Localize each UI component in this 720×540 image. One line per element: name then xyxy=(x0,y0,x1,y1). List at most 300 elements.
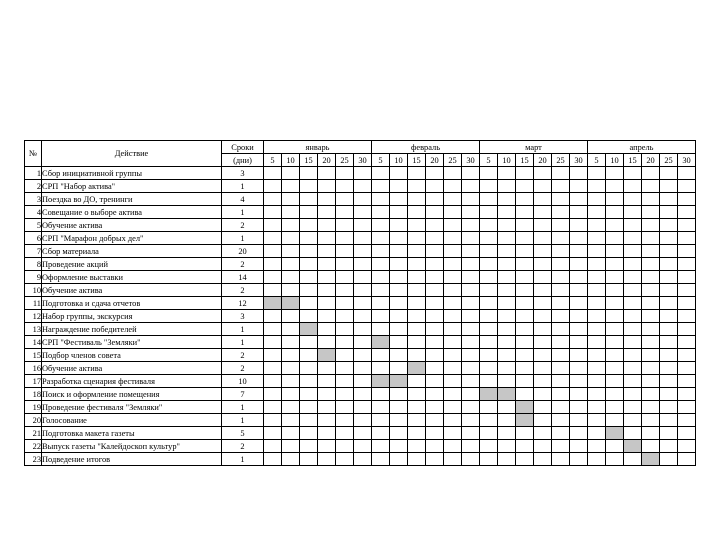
row-number: 7 xyxy=(25,245,42,258)
schedule-cell xyxy=(588,310,606,323)
schedule-cell xyxy=(444,258,462,271)
schedule-cell xyxy=(300,349,318,362)
schedule-cell xyxy=(300,401,318,414)
schedule-cell xyxy=(552,336,570,349)
schedule-cell xyxy=(408,401,426,414)
schedule-cell xyxy=(426,453,444,466)
schedule-cell xyxy=(624,193,642,206)
schedule-cell xyxy=(318,232,336,245)
schedule-cell xyxy=(678,453,696,466)
schedule-cell xyxy=(444,401,462,414)
row-action: Награждение победителей xyxy=(42,323,222,336)
row-number: 4 xyxy=(25,206,42,219)
row-duration: 5 xyxy=(222,427,264,440)
schedule-cell xyxy=(282,362,300,375)
schedule-cell xyxy=(408,453,426,466)
row-number: 8 xyxy=(25,258,42,271)
schedule-cell xyxy=(354,336,372,349)
schedule-cell xyxy=(534,323,552,336)
schedule-cell xyxy=(426,245,444,258)
schedule-cell xyxy=(444,310,462,323)
schedule-cell xyxy=(480,180,498,193)
schedule-cell xyxy=(552,297,570,310)
schedule-cell xyxy=(642,349,660,362)
schedule-cell xyxy=(462,310,480,323)
schedule-cell xyxy=(624,388,642,401)
schedule-cell xyxy=(606,206,624,219)
schedule-cell xyxy=(480,427,498,440)
schedule-cell xyxy=(588,258,606,271)
schedule-cell xyxy=(354,362,372,375)
schedule-cell xyxy=(660,180,678,193)
schedule-cell xyxy=(480,297,498,310)
schedule-cell xyxy=(588,440,606,453)
schedule-cell xyxy=(660,453,678,466)
schedule-cell xyxy=(570,193,588,206)
schedule-cell xyxy=(372,180,390,193)
schedule-cell xyxy=(408,245,426,258)
schedule-cell xyxy=(498,440,516,453)
schedule-cell xyxy=(552,440,570,453)
schedule-cell xyxy=(354,245,372,258)
schedule-cell xyxy=(426,180,444,193)
schedule-cell xyxy=(444,284,462,297)
row-action: Проведение акций xyxy=(42,258,222,271)
schedule-cell xyxy=(408,414,426,427)
schedule-cell xyxy=(678,206,696,219)
schedule-cell xyxy=(444,388,462,401)
schedule-cell xyxy=(678,427,696,440)
schedule-cell xyxy=(534,310,552,323)
row-duration: 1 xyxy=(222,323,264,336)
column-header-number: № xyxy=(25,141,42,167)
month-header: февраль xyxy=(372,141,480,154)
schedule-cell xyxy=(318,180,336,193)
schedule-cell xyxy=(678,349,696,362)
table-row xyxy=(25,219,696,232)
schedule-cell xyxy=(480,323,498,336)
gantt-table xyxy=(24,140,696,466)
day-header: 15 xyxy=(408,154,426,167)
schedule-cell xyxy=(300,167,318,180)
schedule-cell xyxy=(534,375,552,388)
schedule-bar-cell xyxy=(372,336,390,349)
schedule-cell xyxy=(426,193,444,206)
schedule-cell xyxy=(390,193,408,206)
schedule-cell xyxy=(354,206,372,219)
schedule-cell xyxy=(462,219,480,232)
schedule-cell xyxy=(660,362,678,375)
schedule-cell xyxy=(660,258,678,271)
schedule-cell xyxy=(282,232,300,245)
schedule-cell xyxy=(678,219,696,232)
schedule-cell xyxy=(354,258,372,271)
schedule-cell xyxy=(552,323,570,336)
schedule-cell xyxy=(498,258,516,271)
schedule-cell xyxy=(642,167,660,180)
day-header: 10 xyxy=(390,154,408,167)
schedule-cell xyxy=(588,349,606,362)
schedule-cell xyxy=(336,375,354,388)
schedule-cell xyxy=(336,310,354,323)
schedule-cell xyxy=(498,375,516,388)
schedule-cell xyxy=(606,167,624,180)
schedule-cell xyxy=(462,427,480,440)
schedule-cell xyxy=(462,245,480,258)
schedule-cell xyxy=(516,258,534,271)
schedule-cell xyxy=(462,258,480,271)
schedule-cell xyxy=(570,453,588,466)
schedule-cell xyxy=(372,401,390,414)
schedule-cell xyxy=(264,349,282,362)
schedule-cell xyxy=(462,180,480,193)
schedule-cell xyxy=(498,180,516,193)
table-row xyxy=(25,440,696,453)
gantt-rows xyxy=(25,167,696,466)
schedule-cell xyxy=(606,323,624,336)
row-duration: 1 xyxy=(222,336,264,349)
row-duration: 2 xyxy=(222,440,264,453)
schedule-cell xyxy=(354,167,372,180)
row-number: 11 xyxy=(25,297,42,310)
schedule-cell xyxy=(642,336,660,349)
schedule-cell xyxy=(318,440,336,453)
schedule-cell xyxy=(534,336,552,349)
row-number: 3 xyxy=(25,193,42,206)
schedule-cell xyxy=(426,297,444,310)
schedule-cell xyxy=(264,453,282,466)
schedule-cell xyxy=(480,167,498,180)
schedule-cell xyxy=(678,297,696,310)
schedule-cell xyxy=(552,167,570,180)
row-action: Поездка во ДО, тренинги xyxy=(42,193,222,206)
schedule-cell xyxy=(660,336,678,349)
schedule-cell xyxy=(642,362,660,375)
schedule-cell xyxy=(480,193,498,206)
row-duration: 1 xyxy=(222,232,264,245)
schedule-cell xyxy=(480,310,498,323)
schedule-cell xyxy=(498,206,516,219)
schedule-bar-cell xyxy=(318,349,336,362)
schedule-cell xyxy=(372,427,390,440)
schedule-cell xyxy=(462,167,480,180)
table-row xyxy=(25,245,696,258)
schedule-cell xyxy=(444,219,462,232)
schedule-cell xyxy=(390,206,408,219)
schedule-cell xyxy=(462,284,480,297)
row-action: Совещание о выборе актива xyxy=(42,206,222,219)
schedule-cell xyxy=(570,180,588,193)
day-header: 5 xyxy=(264,154,282,167)
schedule-cell xyxy=(642,180,660,193)
schedule-cell xyxy=(426,219,444,232)
schedule-cell xyxy=(498,284,516,297)
schedule-cell xyxy=(354,310,372,323)
schedule-cell xyxy=(534,362,552,375)
schedule-cell xyxy=(534,167,552,180)
schedule-cell xyxy=(264,219,282,232)
schedule-cell xyxy=(372,349,390,362)
schedule-cell xyxy=(318,245,336,258)
schedule-cell xyxy=(318,388,336,401)
schedule-cell xyxy=(516,284,534,297)
day-header: 30 xyxy=(354,154,372,167)
schedule-cell xyxy=(354,180,372,193)
row-action: Подведение итогов xyxy=(42,453,222,466)
schedule-cell xyxy=(462,336,480,349)
schedule-cell xyxy=(606,362,624,375)
row-number: 9 xyxy=(25,271,42,284)
schedule-cell xyxy=(408,375,426,388)
schedule-cell xyxy=(534,453,552,466)
schedule-cell xyxy=(642,440,660,453)
schedule-cell xyxy=(462,401,480,414)
schedule-cell xyxy=(570,310,588,323)
schedule-cell xyxy=(300,245,318,258)
day-header: 30 xyxy=(570,154,588,167)
schedule-cell xyxy=(408,180,426,193)
schedule-cell xyxy=(372,297,390,310)
schedule-cell xyxy=(588,232,606,245)
schedule-cell xyxy=(444,453,462,466)
schedule-cell xyxy=(588,336,606,349)
schedule-cell xyxy=(516,271,534,284)
schedule-cell xyxy=(264,388,282,401)
day-header: 10 xyxy=(282,154,300,167)
schedule-cell xyxy=(462,323,480,336)
schedule-cell xyxy=(606,271,624,284)
schedule-cell xyxy=(516,375,534,388)
schedule-cell xyxy=(516,453,534,466)
schedule-cell xyxy=(516,349,534,362)
day-header: 5 xyxy=(588,154,606,167)
schedule-cell xyxy=(336,284,354,297)
schedule-cell xyxy=(318,427,336,440)
schedule-cell xyxy=(570,297,588,310)
schedule-cell xyxy=(498,453,516,466)
schedule-cell xyxy=(390,219,408,232)
schedule-cell xyxy=(390,362,408,375)
schedule-cell xyxy=(282,414,300,427)
schedule-cell xyxy=(588,206,606,219)
schedule-cell xyxy=(426,440,444,453)
schedule-cell xyxy=(678,232,696,245)
row-number: 14 xyxy=(25,336,42,349)
schedule-cell xyxy=(336,297,354,310)
schedule-cell xyxy=(390,440,408,453)
schedule-cell xyxy=(480,284,498,297)
schedule-cell xyxy=(390,232,408,245)
day-header: 15 xyxy=(516,154,534,167)
schedule-cell xyxy=(660,193,678,206)
row-action: Подготовка макета газеты xyxy=(42,427,222,440)
schedule-cell xyxy=(336,427,354,440)
schedule-cell xyxy=(660,167,678,180)
schedule-cell xyxy=(498,297,516,310)
schedule-cell xyxy=(480,232,498,245)
schedule-cell xyxy=(498,401,516,414)
schedule-cell xyxy=(678,414,696,427)
schedule-cell xyxy=(408,440,426,453)
row-duration: 2 xyxy=(222,258,264,271)
schedule-cell xyxy=(444,440,462,453)
schedule-cell xyxy=(264,310,282,323)
table-row xyxy=(25,388,696,401)
schedule-cell xyxy=(372,245,390,258)
schedule-cell xyxy=(264,258,282,271)
schedule-cell xyxy=(444,427,462,440)
schedule-cell xyxy=(408,388,426,401)
header-row-months xyxy=(25,141,696,154)
schedule-cell xyxy=(282,206,300,219)
schedule-cell xyxy=(588,401,606,414)
table-row xyxy=(25,310,696,323)
schedule-cell xyxy=(624,310,642,323)
schedule-cell xyxy=(480,349,498,362)
schedule-cell xyxy=(534,245,552,258)
schedule-cell xyxy=(354,440,372,453)
schedule-cell xyxy=(372,440,390,453)
schedule-cell xyxy=(300,440,318,453)
schedule-cell xyxy=(336,167,354,180)
row-number: 18 xyxy=(25,388,42,401)
schedule-cell xyxy=(300,375,318,388)
schedule-cell xyxy=(606,453,624,466)
schedule-cell xyxy=(570,258,588,271)
schedule-cell xyxy=(516,219,534,232)
schedule-cell xyxy=(390,167,408,180)
schedule-cell xyxy=(318,206,336,219)
schedule-cell xyxy=(318,375,336,388)
schedule-cell xyxy=(588,284,606,297)
schedule-cell xyxy=(534,271,552,284)
schedule-cell xyxy=(372,323,390,336)
day-header: 20 xyxy=(318,154,336,167)
schedule-cell xyxy=(282,310,300,323)
schedule-cell xyxy=(318,297,336,310)
schedule-cell xyxy=(624,336,642,349)
schedule-cell xyxy=(570,271,588,284)
schedule-bar-cell xyxy=(282,297,300,310)
schedule-cell xyxy=(336,258,354,271)
row-duration: 1 xyxy=(222,180,264,193)
row-action: Обучение актива xyxy=(42,219,222,232)
schedule-cell xyxy=(480,206,498,219)
schedule-cell xyxy=(660,388,678,401)
row-action: СРП "Марафон добрых дел" xyxy=(42,232,222,245)
schedule-cell xyxy=(336,180,354,193)
day-header: 15 xyxy=(300,154,318,167)
schedule-cell xyxy=(660,440,678,453)
schedule-cell xyxy=(498,336,516,349)
schedule-bar-cell xyxy=(264,297,282,310)
schedule-cell xyxy=(480,219,498,232)
schedule-cell xyxy=(300,362,318,375)
schedule-cell xyxy=(444,271,462,284)
schedule-cell xyxy=(282,258,300,271)
row-action: Выпуск газеты "Калейдоскоп культур" xyxy=(42,440,222,453)
schedule-cell xyxy=(336,349,354,362)
schedule-cell xyxy=(570,167,588,180)
schedule-cell xyxy=(318,284,336,297)
schedule-cell xyxy=(678,284,696,297)
schedule-cell xyxy=(282,193,300,206)
schedule-cell xyxy=(282,375,300,388)
schedule-bar-cell xyxy=(390,375,408,388)
schedule-cell xyxy=(354,219,372,232)
row-duration: 2 xyxy=(222,362,264,375)
schedule-cell xyxy=(444,206,462,219)
schedule-cell xyxy=(552,375,570,388)
schedule-cell xyxy=(552,232,570,245)
row-number: 17 xyxy=(25,375,42,388)
schedule-cell xyxy=(642,310,660,323)
column-header-duration: Сроки xyxy=(222,141,264,154)
schedule-cell xyxy=(354,297,372,310)
schedule-cell xyxy=(462,193,480,206)
schedule-cell xyxy=(624,323,642,336)
schedule-cell xyxy=(534,219,552,232)
schedule-cell xyxy=(606,219,624,232)
row-duration: 1 xyxy=(222,401,264,414)
schedule-cell xyxy=(318,193,336,206)
schedule-cell xyxy=(336,388,354,401)
schedule-cell xyxy=(300,206,318,219)
schedule-bar-cell xyxy=(516,414,534,427)
schedule-cell xyxy=(426,284,444,297)
schedule-cell xyxy=(480,258,498,271)
schedule-cell xyxy=(534,180,552,193)
schedule-cell xyxy=(408,349,426,362)
schedule-cell xyxy=(426,349,444,362)
schedule-cell xyxy=(624,167,642,180)
schedule-cell xyxy=(606,349,624,362)
schedule-cell xyxy=(498,193,516,206)
schedule-cell xyxy=(444,297,462,310)
schedule-cell xyxy=(264,180,282,193)
schedule-cell xyxy=(516,362,534,375)
schedule-cell xyxy=(552,245,570,258)
schedule-cell xyxy=(552,427,570,440)
schedule-cell xyxy=(426,323,444,336)
row-action: Подбор членов совета xyxy=(42,349,222,362)
row-number: 23 xyxy=(25,453,42,466)
schedule-cell xyxy=(354,193,372,206)
schedule-cell xyxy=(462,388,480,401)
schedule-cell xyxy=(282,336,300,349)
schedule-cell xyxy=(678,440,696,453)
schedule-cell xyxy=(300,414,318,427)
table-row xyxy=(25,271,696,284)
schedule-cell xyxy=(570,401,588,414)
schedule-cell xyxy=(354,401,372,414)
schedule-cell xyxy=(336,323,354,336)
schedule-cell xyxy=(552,271,570,284)
schedule-cell xyxy=(426,167,444,180)
table-row xyxy=(25,375,696,388)
schedule-cell xyxy=(426,336,444,349)
schedule-cell xyxy=(624,427,642,440)
schedule-cell xyxy=(678,310,696,323)
schedule-cell xyxy=(606,180,624,193)
schedule-cell xyxy=(570,414,588,427)
schedule-cell xyxy=(642,219,660,232)
schedule-cell xyxy=(318,401,336,414)
schedule-cell xyxy=(264,362,282,375)
row-action: Поиск и оформление помещения xyxy=(42,388,222,401)
schedule-cell xyxy=(570,323,588,336)
schedule-cell xyxy=(624,284,642,297)
